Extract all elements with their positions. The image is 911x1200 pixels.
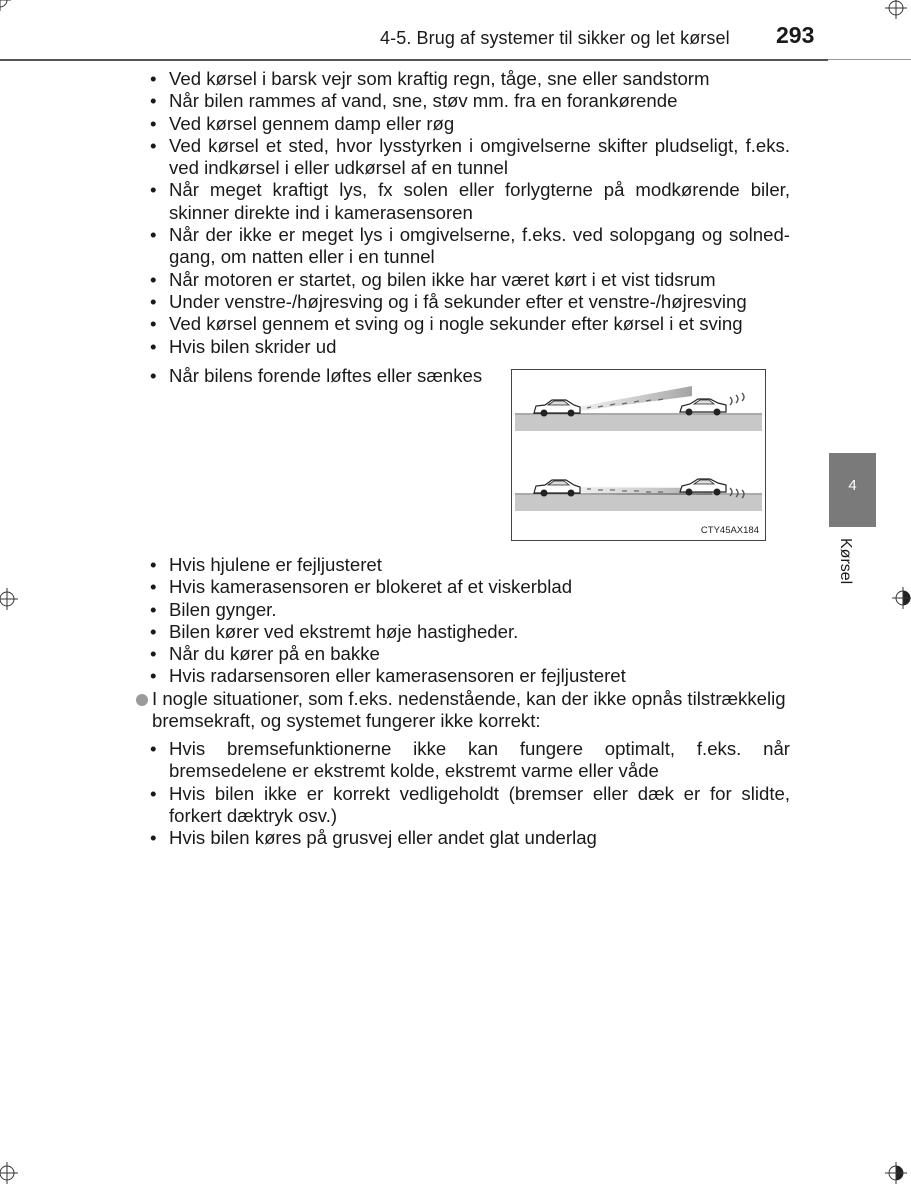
list-item: • Ved kørsel gennem et sving og i nogle sekunder efter kørsel i et sving xyxy=(150,313,790,335)
chapter-tab[interactable] xyxy=(829,453,876,527)
list-item: • Hvis radarsensoren eller kamerasensoren er fejljusteret xyxy=(150,665,790,687)
header-divider-right xyxy=(828,59,911,60)
registration-mark-top-left xyxy=(0,0,11,11)
condition-list-c xyxy=(150,738,790,849)
condition-list-a xyxy=(150,68,790,358)
list-item: • Hvis bilen skrider ud xyxy=(150,336,790,358)
registration-mark-top-right xyxy=(885,0,907,19)
list-item: • Hvis hjulene er fejljusteret xyxy=(150,554,790,576)
list-item: • Bilen gynger. xyxy=(150,599,790,621)
header-divider xyxy=(0,59,828,61)
circle-bullet-icon xyxy=(136,694,148,706)
registration-mark-bottom-right xyxy=(885,1162,907,1184)
list-item: • Når meget kraftigt lys, fx solen eller forlygterne på modkørende biler, skinner direkte ind i kamerasensoren xyxy=(150,179,790,224)
list-item: • Når der ikke er meget lys i omgivelserne, f.eks. ved solopgang og solned-gang, om natten eller i en tunnel xyxy=(150,224,790,269)
registration-mark-right-middle xyxy=(892,587,911,609)
condition-list-b xyxy=(150,554,790,688)
chapter-label xyxy=(834,538,856,598)
list-item: • Når bilen rammes af vand, sne, støv mm. fra en forankørende xyxy=(150,90,790,112)
list-item: • Ved kørsel et sted, hvor lysstyrken i omgivelserne skifter pludseligt, f.eks. ved indkørsel i eller udkørsel af en tunnel xyxy=(150,135,790,180)
car-icon xyxy=(680,399,726,416)
list-item: • Når du kører på en bakke xyxy=(150,643,790,665)
vehicle-pitch-illustration xyxy=(512,370,765,540)
registration-mark-left-middle xyxy=(0,588,18,610)
list-item-figure: • Når bilens forende løftes eller sænkes xyxy=(150,365,482,387)
chapter-label-text: Kørsel xyxy=(837,538,854,585)
list-item: • Hvis bilen ikke er korrekt vedligeholdt (bremser eller dæk er for slidte, forkert dæktryk osv.) xyxy=(150,783,790,828)
list-item: • Ved kørsel gennem damp eller røg xyxy=(150,113,790,135)
figure-code: CTY45AX184 xyxy=(700,525,759,536)
registration-mark-bottom-left xyxy=(0,1162,18,1184)
section-title: 4-5. Brug af systemer til sikker og let kørsel xyxy=(380,28,730,48)
list-item: • Når motoren er startet, og bilen ikke har været kørt i et vist tidsrum xyxy=(150,269,790,291)
list-item: • Ved kørsel i barsk vejr som kraftig regn, tåge, sne eller sandstorm xyxy=(150,68,790,90)
list-item: • Bilen kører ved ekstremt høje hastigheder. xyxy=(150,621,790,643)
list-item: • Under venstre-/højresving og i få sekunder efter et venstre-/højresving xyxy=(150,291,790,313)
list-item: • Hvis bilen køres på grusvej eller andet glat underlag xyxy=(150,827,790,849)
list-item: • Hvis bremsefunktionerne ikke kan fungere optimalt, f.eks. når bremsedelene er ekstremt kolde, ekstremt varme eller våde xyxy=(150,738,790,783)
chapter-number: 4 xyxy=(848,477,857,494)
figure-illustration xyxy=(511,369,766,541)
section-paragraph: I nogle situationer, som f.eks. nedenstående, kan der ikke opnås tilstrækkelig bremsekraft, og systemet fungerer ikke korrekt: xyxy=(152,688,786,732)
page-number: 293 xyxy=(776,22,815,48)
list-item: • Hvis kamerasensoren er blokeret af et viskerblad xyxy=(150,576,790,598)
